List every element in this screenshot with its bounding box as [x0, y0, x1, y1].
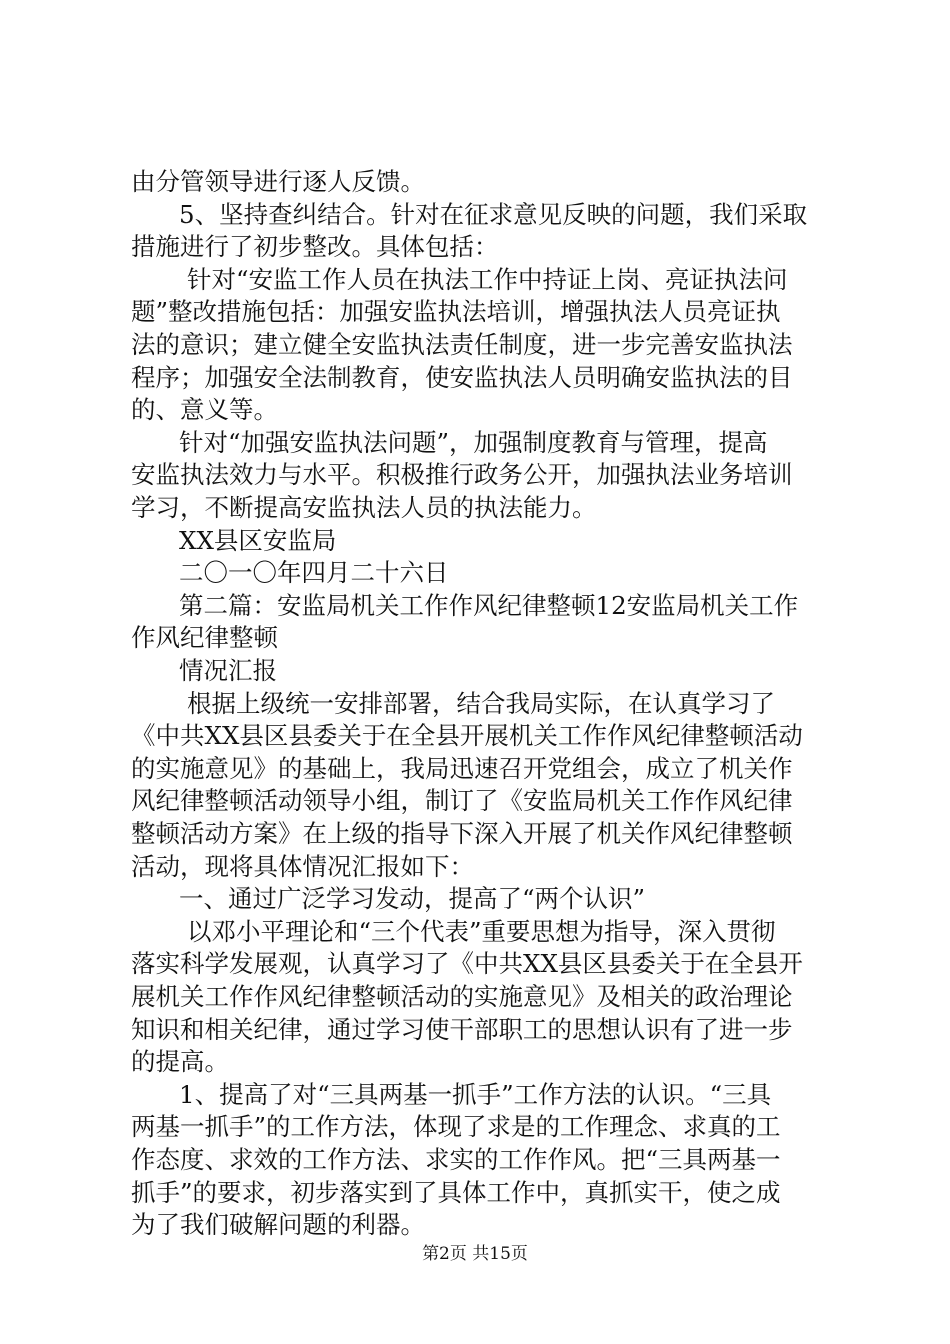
text-line: 安监执法效力与水平。积极推行政务公开，加强执法业务培训 — [131, 460, 793, 490]
section-heading: 作风纪律整顿 — [131, 623, 278, 653]
text-line: 由分管领导进行逐人反馈。 — [131, 167, 425, 196]
text-line: 一、通过广泛学习发动，提高了“两个认识” — [179, 884, 646, 914]
text-line: 整顿活动方案》在上级的指导下深入开展了机关作风纪律整顿 — [131, 819, 793, 848]
signature-org: XX县区安监局 — [179, 525, 337, 555]
section-heading: 第二篇：安监局机关工作作风纪律整顿12安监局机关工作 — [179, 590, 799, 620]
text-line: 1、提高了对“三具两基一抓手”工作方法的认识。“三具 — [179, 1079, 772, 1109]
text-line: 为了我们破解问题的利器。 — [131, 1210, 425, 1240]
text-line: 作态度、求效的工作方法、求实的工作作风。把“三具两基一 — [131, 1145, 781, 1174]
page-number-footer: 第2页 共15页 — [422, 1244, 528, 1264]
text-line: 法的意识；建立健全安监执法责任制度，进一步完善安监执法 — [131, 330, 793, 359]
text-line: 根据上级统一安排部署，结合我局实际，在认真学习了 — [187, 688, 775, 718]
text-line: 5、坚持查纠结合。针对在征求意见反映的问题，我们采取 — [179, 199, 808, 229]
text-line: 针对“安监工作人员在执法工作中持证上岗、亮证执法问 — [187, 264, 788, 294]
text-line: 落实科学发展观，认真学习了《中共XX县区县委关于在全县开 — [131, 949, 803, 979]
text-line: 抓手”的要求，初步落实到了具体工作中，真抓实干，使之成 — [131, 1177, 781, 1207]
section-subheading: 情况汇报 — [179, 656, 277, 685]
text-line: 活动，现将具体情况汇报如下： — [131, 851, 474, 881]
text-line: 的实施意见》的基础上，我局迅速召开党组会，成立了机关作 — [131, 753, 793, 783]
text-line: 知识和相关纪律，通过学习使干部职工的思想认识有了进一步 — [131, 1014, 793, 1044]
text-line: 学习，不断提高安监执法人员的执法能力。 — [131, 493, 597, 522]
text-line: 措施进行了初步整改。具体包括： — [131, 232, 499, 262]
text-line: 风纪律整顿活动领导小组，制订了《安监局机关工作作风纪律 — [131, 786, 793, 816]
text-line: 展机关工作作风纪律整顿活动的实施意见》及相关的政治理论 — [131, 982, 793, 1011]
text-line: 的、意义等。 — [131, 395, 278, 425]
text-line: 题”整改措施包括：加强安监执法培训，增强执法人员亮证执 — [131, 297, 781, 327]
text-line: 以邓小平理论和“三个代表”重要思想为指导，深入贯彻 — [187, 916, 776, 946]
text-line: 两基一抓手”的工作方法，体现了求是的工作理念、求真的工 — [131, 1112, 781, 1142]
text-line: 程序；加强安全法制教育，使安监执法人员明确安监执法的目 — [131, 362, 793, 392]
signature-date: 二〇一〇年四月二十六日 — [179, 558, 449, 588]
text-line: 针对“加强安监执法问题”，加强制度教育与管理，提高 — [179, 427, 768, 457]
text-line: 《中共XX县区县委关于在全县开展机关工作作风纪律整顿活动 — [131, 721, 803, 751]
text-line: 的提高。 — [131, 1047, 229, 1077]
